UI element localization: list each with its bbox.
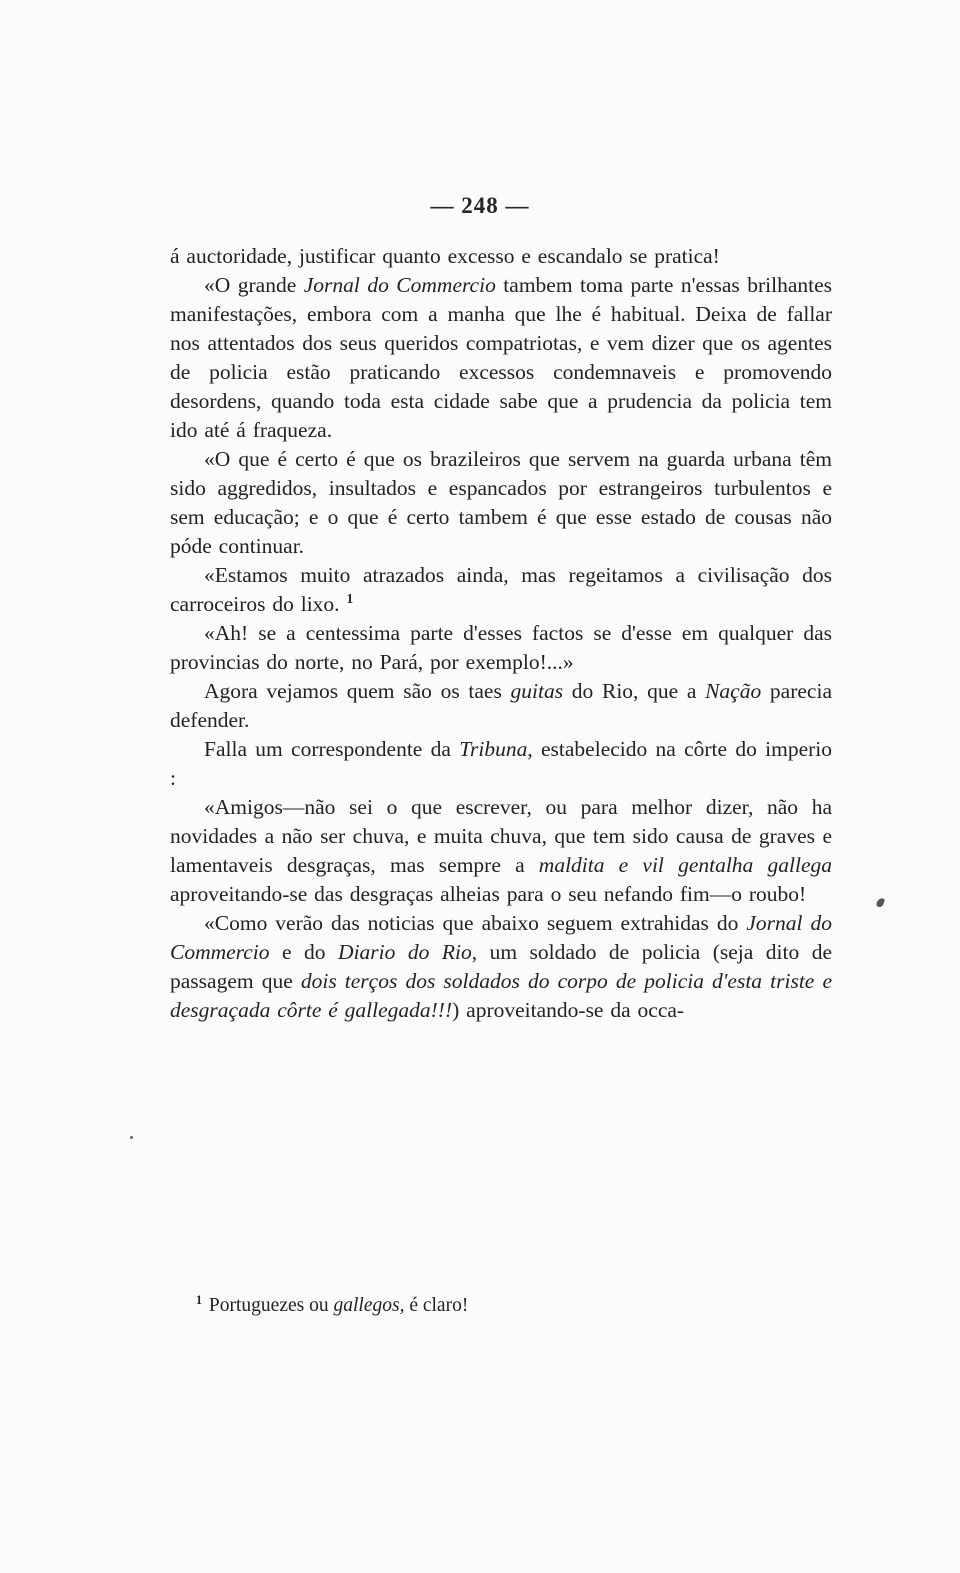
text-run: «Amigos—não sei o que escrever, ou para melhor dizer, não ha novidades a não ser chuva, e muita chuva, que tem sido causa de graves e lamentaveis desgraças, mas sempre a [170,795,832,877]
text-run: e do [269,940,339,964]
speck-artifact [130,1136,133,1139]
text-run: Portuguezes ou [204,1295,334,1316]
paragraph [170,619,832,677]
paragraph [170,242,832,271]
footnote-ref: 1 [346,590,354,606]
text-run: , um soldado de policia (seja dito de passagem que [170,940,833,993]
italic-run: dois terços dos soldados do corpo de policia d'esta triste e desgraçada côrte é gallegada!!! [170,969,832,1022]
text-run: ) aproveitando-se da occa- [452,998,685,1022]
text-run: tambem toma parte n'essas brilhantes manifestações, embora com a manha que lhe é habitual. Deixa de fallar nos attentados dos seus queridos compatriotas, e vem dizer que os agentes de policia estão praticando excessos condemnaveis e promovendo desordens, quando toda esta cidade sabe que a prudencia da policia tem ido até á fraqueza. [170,273,832,442]
italic-run: Jornal do Commercio [170,911,832,964]
paragraph [170,677,832,735]
paragraph [170,909,832,1025]
text-run: aproveitando-se das desgraças alheias para o seu nefando fim—o roubo! [170,882,807,906]
paragraph [170,271,832,445]
italic-run: Nação [705,679,762,703]
italic-run: maldita e vil gentalha gallega [538,853,832,877]
paragraph [170,561,832,619]
text-run: «Como verão das noticias que abaixo seguem extrahidas do [204,911,747,935]
text-run: , estabelecido na côrte do imperio : [170,737,833,790]
italic-run: Diario do Rio [338,940,472,964]
footnote-ref: 1 [196,1292,203,1307]
paragraph [170,793,832,909]
text-run: Agora vejamos quem são os taes [204,679,511,703]
text-run: Falla um correspondente da [204,737,460,761]
ink-blot-artifact [875,897,886,909]
text-run: do Rio, que a [563,679,706,703]
text-run: é claro! [404,1295,469,1316]
text-block [170,242,832,1025]
italic-run: gallegos, [333,1295,405,1316]
italic-run: guitas [510,679,564,703]
paragraph [170,735,832,793]
text-run: á auctoridade, justificar quanto excesso e escandalo se pratica! [170,244,720,268]
text-run: «Estamos muito atrazados ainda, mas regeitamos a civilisação dos carroceiros do lixo. [170,563,832,616]
text-run: «Ah! se a centessima parte d'esses factos se d'esse em qualquer das provincias do norte, no Pará, por exemplo!...» [170,621,832,674]
text-run: «O que é certo é que os brazileiros que servem na guarda urbana têm sido aggredidos, insultados e espancados por estrangeiros turbulentos e sem educação; e o que é certo tambem é que esse estado de cousas não póde continuar. [170,447,832,558]
paragraph [170,445,832,561]
italic-run: Tribuna [459,737,528,761]
page-number: — 248 — [430,193,530,218]
footnote [196,1293,816,1319]
text-run: parecia defender. [170,679,832,732]
italic-run: Jornal do Commercio [303,273,496,297]
text-run: «O grande [204,273,304,297]
